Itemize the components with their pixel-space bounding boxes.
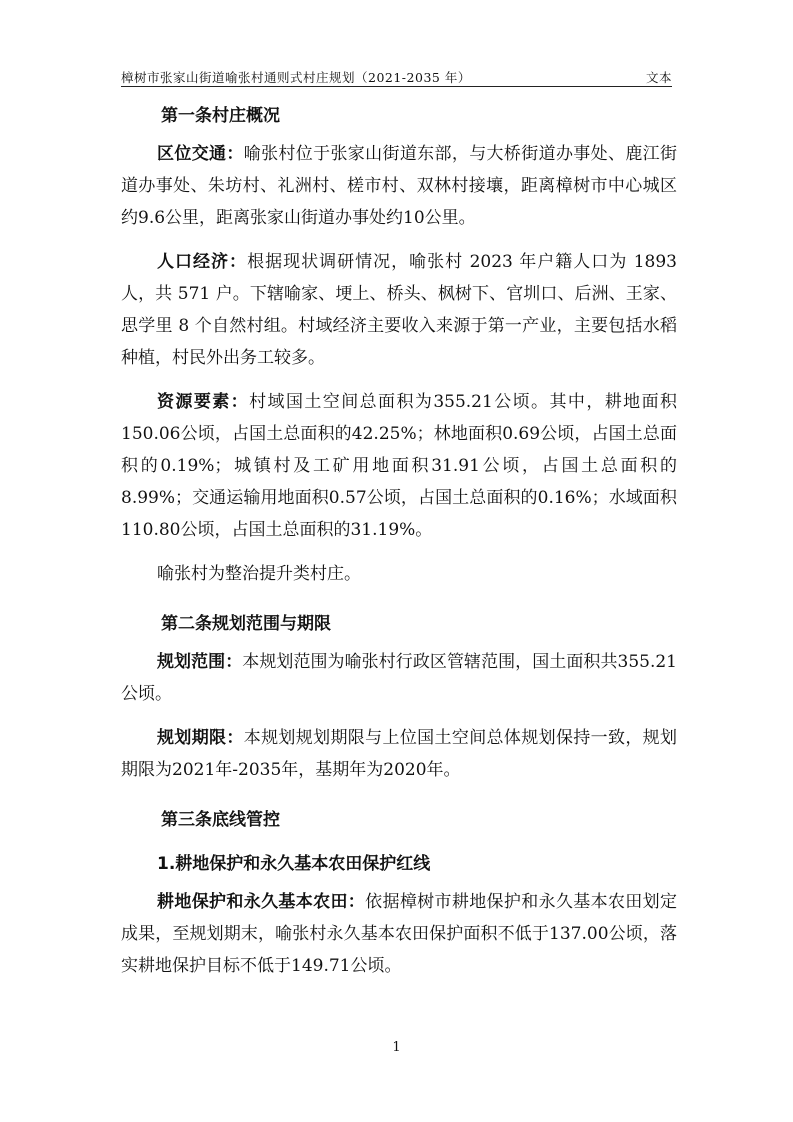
subheading-farmland-redline: 1.耕地保护和永久基本农田保护红线 xyxy=(157,854,431,874)
paragraph-village-type: 喻张村为整治提升类村庄。 xyxy=(157,564,361,584)
paragraph-farmland: 耕地保护和永久基本农田：依据樟树市耕地保护和永久基本农田划定成果，至规划期末，喻张村永久基本农田保护面积不低于137.00公顷，落实耕地保护目标不低于149.71公顷。 xyxy=(121,892,678,976)
paragraph-location: 区位交通：喻张村位于张家山街道东部，与大桥街道办事处、鹿江街道办事处、朱坊村、礼洲村、槎市村、双林村接壤，距离樟树市中心城区约9.6公里，距离张家山街道办事处约10公里。 xyxy=(121,144,678,228)
label-location: 区位交通： xyxy=(157,144,244,164)
paragraph-resources: 资源要素：村域国土空间总面积为355.21公顷。其中，耕地面积150.06公顷，占国土总面积的42.25%；林地面积0.69公顷，占国土总面积的0.19%；城镇村及工矿用地面积31.91公顷，占国土总面积的8.99%；交通运输用地面积0.57公顷，占国土总面积的0.16%；水域面积110.80公顷，占国土总面积的31.19%。 xyxy=(121,392,678,540)
paragraph-plan-scope: 规划范围：本规划范围为喻张村行政区管辖范围，国土面积共355.21公顷。 xyxy=(121,652,677,704)
paragraph-population: 人口经济：根据现状调研情况，喻张村 2023 年户籍人口为 1893 人，共 571 户。下辖喻家、埂上、桥头、枫树下、官圳口、后洲、王家、思学里 8 个自然村组。村域经济主要收入来源于第一产业，主要包括水稻种植，村民外出务工较多。 xyxy=(121,252,678,368)
label-farmland: 耕地保护和永久基本农田： xyxy=(157,892,366,912)
page-number: 1 xyxy=(392,1040,401,1055)
label-population: 人口经济： xyxy=(157,252,248,272)
label-plan-period: 规划期限： xyxy=(157,728,244,748)
label-plan-scope: 规划范围： xyxy=(157,652,243,672)
document-title: 樟树市张家山街道喻张村通则式村庄规划（2021-2035 年） xyxy=(121,70,471,85)
paragraph-plan-period: 规划期限：本规划规划期限与上位国土空间总体规划保持一致，规划期限为2021年-2035年，基期年为2020年。 xyxy=(121,728,678,780)
label-resources: 资源要素： xyxy=(157,392,250,412)
document-body xyxy=(121,94,677,994)
heading-article-1: 第一条村庄概况 xyxy=(161,106,280,126)
heading-article-3: 第三条底线管控 xyxy=(161,810,280,830)
section-label: 文本 xyxy=(645,70,672,85)
page-header xyxy=(121,66,672,87)
heading-article-2: 第二条规划范围与期限 xyxy=(161,614,331,634)
